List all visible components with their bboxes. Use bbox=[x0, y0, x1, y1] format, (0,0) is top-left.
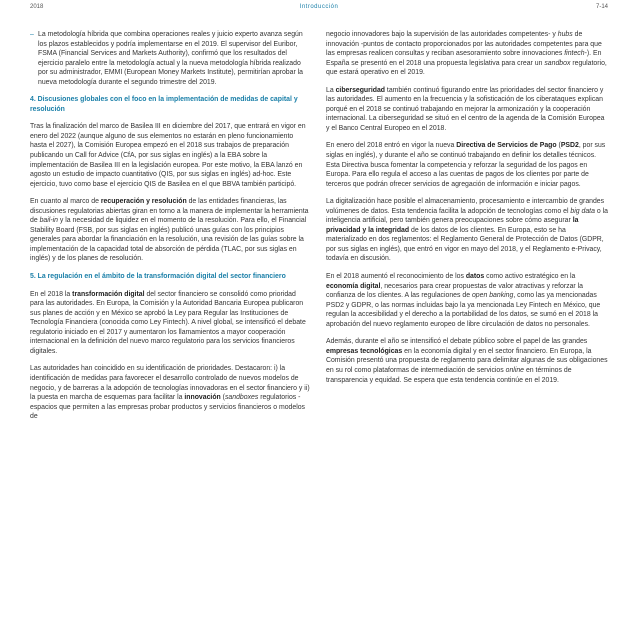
left-column bbox=[30, 30, 310, 430]
header-page-number: 7-14 bbox=[595, 4, 608, 10]
paragraph-privacy: La digitalización hace posible el almacenamiento, procesamiento e intercambio de grandes volúmenes de datos. Esta tendencia facilita la adopción de tecnologías como el big data o la inteligencia artificial, pero también genera preocupaciones sobre cómo asegurar la privacidad y la integridad de los datos de los clientes. En Europa, esto se ha materializado en dos reglamentos: el Reglamento General de Protección de Datos (GDPR, por sus siglas en inglés), que entró en vigor en mayo del 2018, y el Reglamento e-Privacy, todavía en discusión. bbox=[326, 198, 608, 263]
section-heading-4: 4. Discusiones globales con el foco en la implementación de medidas de capital y resolución bbox=[30, 96, 298, 113]
right-column bbox=[326, 30, 608, 393]
paragraph-sandbox: negocio innovadores bajo la supervisión de las autoridades competentes- y hubs de innovación -puntos de contacto proporcionados por las autoridades competentes para que las empresas realicen consultas y reciban asesoramiento sobre innovaciones fintech-). En España se presentó en el 2018 una propuesta legislativa para crear un sandbox regulatorio, que estará operativo en el 2019. bbox=[326, 31, 607, 77]
paragraph-basel: Tras la finalización del marco de Basilea III en diciembre del 2017, que entrará en vigor en enero del 2022 (aunque alguno de sus elementos no estarán en pleno funcionamiento hasta el 2027), la Comisión Europea empezó en el 2018 sus trabajos de preparación publicando un Call for Advice (CfA, por sus siglas en inglés) a la EBA sobre la implementación de Basilea III en la legislación europea. Por este motivo, la EBA lanzó en agosto un estudio de impacto cuantitativo (QIS, por sus siglas en inglés) ad-hoc. Este ejercicio, tuvo como base el ejercicio QIS de Basilea en el que BBVA también participó. bbox=[30, 123, 306, 188]
paragraph-big-tech: Además, durante el año se intensificó el debate público sobre el papel de las grandes empresas tecnológicas en la economía digital y en el sector financiero. En Europa, la Comisión presentó una propuesta de reglamento para delimitar algunas de sus obligaciones en su rol como plataformas de intermediación de servicios online en términos de transparencia y equidad. Se espera que esta tendencia continúe en el 2019. bbox=[326, 338, 608, 384]
header-year: 2018 bbox=[30, 4, 44, 10]
bullet-text: La metodología híbrida que combina operaciones reales y juicio experto avanza según los plazos establecidos y podría implementarse en el 2019. El supervisor del Euribor, FSMA (Financial Services and Markets Authority), confirmó que los resultados del ejercicio paralelo entre la metodología actual y la nueva metodología híbrida realizado por su administrador, EMMI (European Money Markets Institute), permitirían aprobar la nueva metodología durante el segundo trimestre del 2019. bbox=[38, 31, 304, 86]
bullet-dash-icon: – bbox=[30, 31, 34, 38]
header-section-title: Introducción bbox=[299, 4, 339, 10]
paragraph-psd2: En enero del 2018 entró en vigor la nueva Directiva de Servicios de Pago (PSD2, por sus siglas en inglés), y durante el año se continuó trabajando en definir los detalles técnicos. Esta Directiva busca fomentar la competencia y reforzar la seguridad de los pagos en Europa. Para ello regula el acceso a las cuentas de pagos de los clientes por parte de terceros que podrán ofrecer servicios de agregación de información e iniciar pagos. bbox=[326, 142, 606, 188]
page-header bbox=[0, 4, 638, 16]
paragraph-digital-transformation: En el 2018 la transformación digital del sector financiero se consolidó como prioridad para las autoridades. En Europa, la Comisión y la Autoridad Bancaria Europea publicaron sus planes de acción y en México se aprobó la Ley para Regular las Instituciones de Tecnología Financiera (conocida como Ley Fintech). A nivel global, se intensificó el debate regulatorio iniciado en el 2017 y aumentaron los llamamientos a mayor cooperación internacional en la definición del nuevo marco regulatorio para los servicios financieros digitales. bbox=[30, 290, 306, 355]
paragraph-cybersecurity: La ciberseguridad también continuó figurando entre las prioridades del sector financiero y las autoridades. El aumento en la frecuencia y la sofisticación de los ciberataques explican porqué en el 2018 se continuó trabajando en mejorar la armonización y la cooperación internacional. La ciberseguridad se situó en el centro de la agenda de la Comisión Europea y el Banco Central Europeo en el 2018. bbox=[326, 86, 605, 132]
paragraph-data-economy: En el 2018 aumentó el reconocimiento de los datos como activo estratégico en la economía digital, necesarios para crear propuestas de valor atractivas y reforzar la confianza de los clientes. A las regulaciones de open banking, como las ya mencionadas PSD2 y GDPR, o las normas incluidas bajo la ya mencionada Ley Fintech en México, que regulan la accesibilidad y el derecho a la portabilidad de los datos, se sumó en el 2018 la aprobación del nuevo reglamento europeo de libre circulación de datos no personales. bbox=[326, 273, 601, 328]
section-heading-5: 5. La regulación en el ámbito de la transformación digital del sector financiero bbox=[30, 273, 286, 281]
paragraph-resolution: En cuanto al marco de recuperación y resolución de las entidades financieras, las discusiones regulatorias abiertas giran en torno a la manera de implementar la herramienta de bail-in y la necesidad de liquidez en el momento de la resolución. Para ello, el Financial Stability Board (FSB, por sus siglas en inglés) publicó unas guías con los principios generales para abordar la financiación en la resolución, una revisión de las guías sobre la implementación de la capacidad total de absorción de pérdida (TLAC, por sus siglas en inglés) y de los planes de resolución. bbox=[30, 198, 309, 263]
paragraph-priorities: Las autoridades han coincidido en su identificación de prioridades. Destacaron: i) la identificación de medidas para favorecer el desarrollo controlado de nuevos modelos de negocio, y de barreras a la adopción de tecnologías innovadoras en el sector financiero y ii) la puesta en marcha de esquemas para facilitar la innovación (sandboxes regulatorios -espacios que permiten a las empresas probar productos y servicios financieros o modelos de bbox=[30, 365, 310, 421]
bullet-item bbox=[30, 30, 310, 87]
